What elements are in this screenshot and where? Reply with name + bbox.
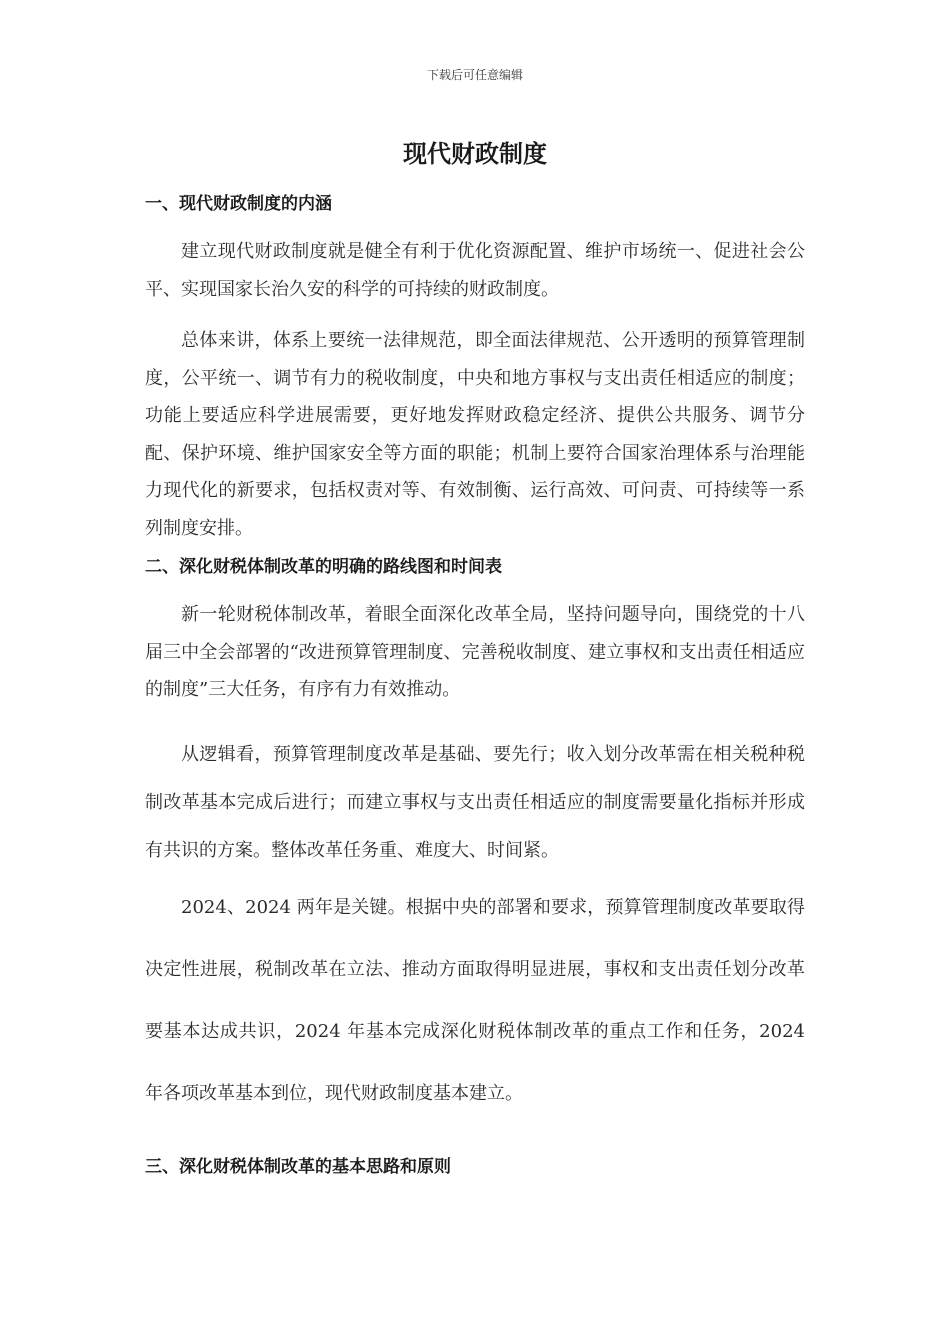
section-heading-1: 一、现代财政制度的内涵: [145, 194, 332, 214]
header-note: 下载后可任意编辑: [426, 68, 523, 82]
section-heading-3: 三、深化财税体制改革的基本思路和原则: [145, 1157, 451, 1177]
section-1-paragraph-1: 建立现代财政制度就是健全有利于优化资源配置、维护市场统一、促进社会公平、实现国家长治久安的科学的可持续的财政制度。: [145, 241, 805, 300]
document-title: 现代财政制度: [403, 139, 547, 168]
section-1-paragraph-2: 总体来讲，体系上要统一法律规范，即全面法律规范、公开透明的预算管理制度，公平统一、调节有力的税收制度，中央和地方事权与支出责任相适应的制度；功能上要适应科学进展需要，更好地发挥财政稳定经济、提供公共服务、调节分配、保护环境、维护国家安全等方面的职能；机制上要符合国家治理体系与治理能力现代化的新要求，包括权责对等、有效制衡、运行高效、可问责、可持续等一系列制度安排。: [145, 330, 805, 539]
section-2-paragraph-2: 从逻辑看，预算管理制度改革是基础、要先行；收入划分改革需在相关税种税制改革基本完成后进行；而建立事权与支出责任相适应的制度需要量化指标并形成有共识的方案。整体改革任务重、难度大、时间紧。: [145, 744, 805, 861]
section-heading-2: 二、深化财税体制改革的明确的路线图和时间表: [145, 557, 502, 577]
section-2-paragraph-1: 新一轮财税体制改革，着眼全面深化改革全局，坚持问题导向，围绕党的十八届三中全会部署的“改进预算管理制度、完善税收制度、建立事权和支出责任相适应的制度”三大任务，有序有力有效推动。: [145, 604, 805, 700]
section-2-paragraph-3: 2024、2024 两年是关键。根据中央的部署和要求，预算管理制度改革要取得决定性进展，税制改革在立法、推动方面取得明显进展，事权和支出责任划分改革要基本达成共识，2024 年基本完成深化财税体制改革的重点工作和任务，2024 年各项改革基本到位，现代财政制度基本建立。: [145, 897, 805, 1104]
